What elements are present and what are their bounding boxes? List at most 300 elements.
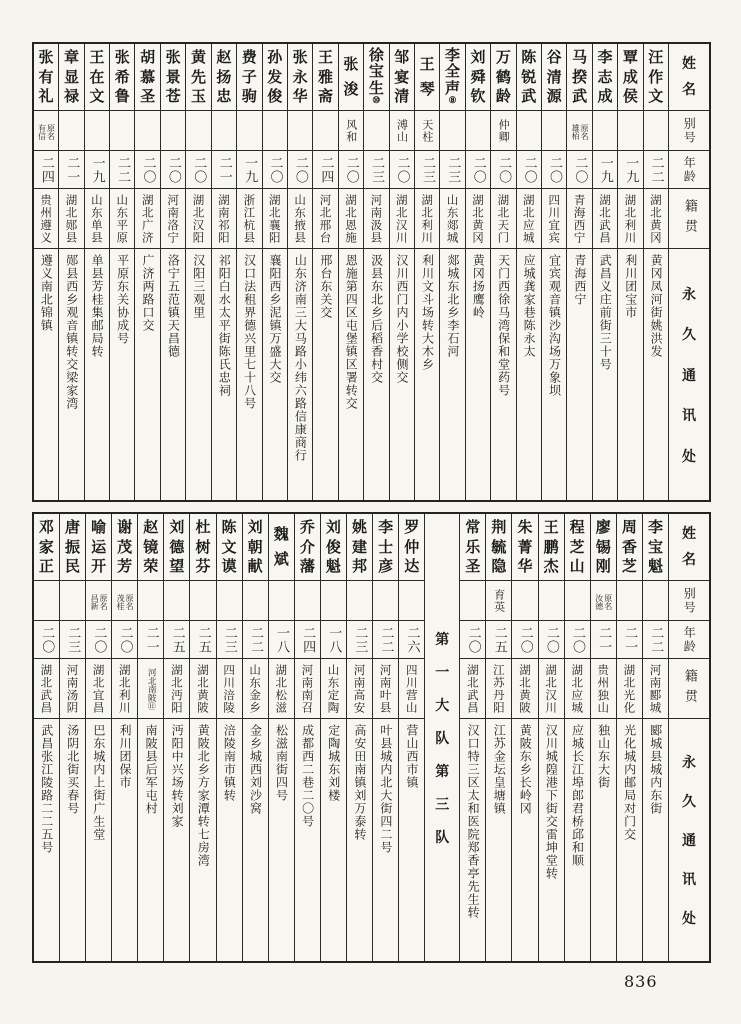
alias-cell: [190, 580, 215, 620]
age-cell: 二〇: [460, 620, 485, 658]
native-place-cell: 河南郾城: [643, 658, 668, 718]
native-place-cell: 湖北松滋: [269, 658, 294, 718]
age-cell: 二〇: [34, 620, 59, 658]
person-column: [111, 514, 137, 961]
alias-cell: 仲卿: [491, 110, 515, 150]
address-cell: 黄陂东乡长岭冈: [512, 718, 537, 961]
name-cell: 陈 文 谟: [221, 518, 237, 575]
person-column: [590, 514, 616, 961]
alias-cell: [593, 110, 617, 150]
person-column: [312, 44, 337, 500]
name-cell: 杜 树 芬: [195, 518, 211, 575]
name-cell: 徐 宝 生 ⑩: [368, 45, 384, 107]
person-column: [59, 514, 85, 961]
address-cell: 祁阳白水太平街陈氏忠祠: [212, 248, 236, 500]
address-cell: 汉阳三观里: [186, 248, 210, 500]
native-place-cell: 四川营山: [399, 658, 424, 718]
alias-cell: [135, 110, 159, 150]
native-place-cell: 湖北郧县: [59, 188, 83, 248]
alias-cell: [237, 110, 261, 150]
address-cell: 光化城内邮局对门交: [617, 718, 642, 961]
person-column: [58, 44, 83, 500]
address-cell: 平原东关协成号: [110, 248, 134, 500]
age-cell: 二二: [643, 620, 668, 658]
native-place-cell: 山东平原: [110, 188, 134, 248]
alias-cell: 原名 汝德: [591, 580, 616, 620]
address-cell: 天门西徐马湾保和堂药号: [491, 248, 515, 500]
name-cell: 胡 慕 圣: [140, 48, 156, 105]
native-place-cell: 青海西宁: [567, 188, 591, 248]
address-cell: 宜宾观音镇沙沟场万象坝: [542, 248, 566, 500]
age-cell: 二〇: [565, 620, 590, 658]
name-cell: 汪 作 文: [648, 48, 664, 105]
person-column: [490, 44, 515, 500]
alias-cell: [517, 110, 541, 150]
address-cell: 利川团保市: [112, 718, 137, 961]
address-cell: 应城龚家巷陈永太: [517, 248, 541, 500]
name-cell: 魏 斌: [273, 524, 289, 569]
address-cell: 汲县东北乡后稻香村交: [364, 248, 388, 500]
age-cell: 二五: [190, 620, 215, 658]
age-cell: 二〇: [542, 150, 566, 188]
person-column: [465, 44, 490, 500]
native-place-cell: 湖北应城: [565, 658, 590, 718]
age-cell: 二五: [486, 620, 511, 658]
person-column: [85, 514, 111, 961]
name-cell: 张 永 华: [292, 48, 308, 105]
native-place-cell: 湖北武昌: [34, 658, 59, 718]
native-place-cell: 河南汲县: [364, 188, 388, 248]
alias-cell: [313, 110, 337, 150]
name-cell: 乔 介 藩: [299, 518, 315, 575]
unit-divider-column: 第 一 大 队 第 三 队: [424, 514, 459, 961]
address-cell: 广济两路口交: [135, 248, 159, 500]
person-column: [262, 44, 287, 500]
person-column: [414, 44, 439, 500]
age-cell: 二〇: [539, 620, 564, 658]
alias-cell: [644, 110, 668, 150]
age-cell: 一八: [321, 620, 346, 658]
person-column: [616, 514, 642, 961]
age-cell: 二三: [364, 150, 388, 188]
address-cell: 汉口法租界德兴里七十八号: [237, 248, 261, 500]
native-place-cell: 湖北恩施: [339, 188, 363, 248]
address-cell: 郯城东北乡李石河: [440, 248, 464, 500]
person-column: [287, 44, 312, 500]
person-column: [485, 514, 511, 961]
name-cell: 张 有 礼: [38, 48, 54, 105]
native-place-cell: 江苏丹阳: [486, 658, 511, 718]
alias-cell: 原名 茂桂: [112, 580, 137, 620]
age-cell: 二二: [373, 620, 398, 658]
address-cell: 山东济南三大马路小纬六路信康商行: [288, 248, 312, 500]
alias-cell: [60, 580, 85, 620]
address-cell: 汉川西门内小学校侧交: [390, 248, 414, 500]
header-address-cell: 永 久 通 讯 处: [669, 718, 709, 961]
alias-cell: [164, 580, 189, 620]
native-place-cell: 湖北黄陂: [512, 658, 537, 718]
alias-cell: [512, 580, 537, 620]
native-place-cell: 四川涪陵: [217, 658, 242, 718]
person-column: [564, 514, 590, 961]
name-cell: 刘 德 望: [169, 518, 185, 575]
address-cell: 沔阳中兴场转刘家: [164, 718, 189, 961]
alias-cell: [618, 110, 642, 150]
person-column: [236, 44, 261, 500]
alias-cell: [85, 110, 109, 150]
person-column: [643, 44, 668, 500]
alias-cell: [440, 110, 464, 150]
header-address-cell: 永 久 通 讯 处: [669, 248, 709, 500]
native-place-cell: 山东定陶: [321, 658, 346, 718]
alias-cell: 天柱: [415, 110, 439, 150]
person-column: [617, 44, 642, 500]
address-cell: 武昌张江陵路二二五号: [34, 718, 59, 961]
age-cell: 一八: [269, 620, 294, 658]
age-cell: 二〇: [186, 150, 210, 188]
name-cell: 周 香 芝: [621, 518, 637, 575]
age-cell: 二四: [295, 620, 320, 658]
native-footnote-marker: ⑪: [147, 701, 157, 710]
header-age-cell: 年龄: [669, 620, 709, 658]
native-place-cell: 湖北武昌: [460, 658, 485, 718]
age-cell: 二一: [212, 150, 236, 188]
name-cell: 马 揆 武: [572, 48, 588, 105]
age-cell: 二〇: [390, 150, 414, 188]
age-cell: 二〇: [512, 620, 537, 658]
name-cell: 谢 茂 芳: [117, 518, 133, 575]
native-place-cell: 河南汤阴: [60, 658, 85, 718]
address-cell: 成都西二巷二〇号: [295, 718, 320, 961]
name-footnote-marker: ⑧: [448, 96, 457, 107]
header-native-place-cell: 籍贯: [669, 188, 709, 248]
name-cell: 李 士 彦: [378, 518, 394, 575]
address-cell: 遵义南北锦镇: [34, 248, 58, 500]
native-place-cell: 四川宜宾: [542, 188, 566, 248]
native-place-cell: 湖北汉川: [390, 188, 414, 248]
person-column: [511, 514, 537, 961]
age-cell: 二三: [440, 150, 464, 188]
name-cell: 覃 成 侯: [622, 48, 638, 105]
alias-cell: [364, 110, 388, 150]
alias-cell: [186, 110, 210, 150]
person-column: [34, 44, 58, 500]
person-column: [109, 44, 134, 500]
header-column: [668, 514, 709, 961]
name-cell: 李 宝 魁: [647, 518, 663, 575]
age-cell: 二〇: [288, 150, 312, 188]
age-cell: 一九: [618, 150, 642, 188]
address-cell: 黄冈扬鹰岭: [466, 248, 490, 500]
age-cell: 二三: [347, 620, 372, 658]
name-cell: 王 在 文: [89, 48, 105, 105]
age-cell: 二三: [217, 620, 242, 658]
person-column: [516, 44, 541, 500]
person-column: [189, 514, 215, 961]
name-cell: 王 琴: [419, 54, 435, 99]
header-column: [668, 44, 709, 500]
age-cell: 二〇: [339, 150, 363, 188]
address-cell: 襄阳西乡泥镇万盛大交: [263, 248, 287, 500]
name-cell: 孙 发 俊: [267, 48, 283, 105]
name-cell: 赵 镜 荣: [143, 518, 159, 575]
address-cell: 松滋南街四号: [269, 718, 294, 961]
name-cell: 李 全 声 ⑧: [445, 45, 461, 107]
native-place-cell: 山东金乡: [243, 658, 268, 718]
age-cell: 二〇: [491, 150, 515, 188]
address-cell: 应城长江埠郎君桥邱和顺: [565, 718, 590, 961]
address-cell: 洛宁五范镇天昌德: [161, 248, 185, 500]
address-cell: 利川团宝市: [618, 248, 642, 500]
native-place-cell: 湖北光化: [617, 658, 642, 718]
native-place-cell: 河北南陂⑪: [138, 658, 163, 718]
age-cell: 二一: [591, 620, 616, 658]
person-column: [538, 514, 564, 961]
age-cell: 二〇: [567, 150, 591, 188]
age-cell: 二四: [34, 150, 58, 188]
person-column: [160, 44, 185, 500]
address-cell: 高安田南镇刘万泰转: [347, 718, 372, 961]
age-cell: 二三: [60, 620, 85, 658]
alias-cell: [565, 580, 590, 620]
alias-cell: [217, 580, 242, 620]
alias-cell: [34, 580, 59, 620]
alias-cell: [542, 110, 566, 150]
person-column: [592, 44, 617, 500]
address-cell: 单县芳桂集邮局转: [85, 248, 109, 500]
person-column: [398, 514, 424, 961]
age-cell: 二一: [617, 620, 642, 658]
age-cell: 二一: [59, 150, 83, 188]
address-cell: 定陶城东刘楼: [321, 718, 346, 961]
native-place-cell: 浙江杭县: [237, 188, 261, 248]
name-cell: 朱 菁 华: [517, 518, 533, 575]
address-cell: 营山西市镇: [399, 718, 424, 961]
name-cell: 张 景 苍: [165, 48, 181, 105]
native-place-cell: 山东掖县: [288, 188, 312, 248]
alias-cell: [321, 580, 346, 620]
address-cell: 汉口特三区太和医院郑香亭先生转: [460, 718, 485, 961]
alias-cell: [347, 580, 372, 620]
name-cell: 刘 俊 魁: [325, 518, 341, 575]
name-cell: 常 乐 圣: [465, 518, 481, 575]
roster-table-top: [32, 42, 711, 502]
address-cell: 黄陂北乡方家潭转七房湾: [190, 718, 215, 961]
page-number: 836: [624, 972, 658, 991]
person-column: [642, 514, 668, 961]
native-place-cell: 河南高安: [347, 658, 372, 718]
alias-cell: 原名 有信: [34, 110, 58, 150]
name-footnote-marker: ⑩: [372, 96, 381, 107]
person-column: [216, 514, 242, 961]
person-column: [363, 44, 388, 500]
native-place-cell: 湖北黄陂: [190, 658, 215, 718]
native-place-cell: 湖北襄阳: [263, 188, 287, 248]
person-column: [185, 44, 210, 500]
age-cell: 二〇: [112, 620, 137, 658]
name-cell: 陈 锐 武: [521, 48, 537, 105]
name-cell: 唐 振 民: [64, 518, 80, 575]
name-cell: 刘 朝 献: [247, 518, 263, 575]
address-cell: 青海西宁: [567, 248, 591, 500]
native-place-cell: 河北邢台: [313, 188, 337, 248]
person-column: [389, 44, 414, 500]
name-cell: 罗 仲 达: [404, 518, 420, 575]
person-column: [338, 44, 363, 500]
native-place-cell: 湖北沔阳: [164, 658, 189, 718]
address-cell: 南陂县后军屯村: [138, 718, 163, 961]
name-cell: 谷 清 源: [546, 48, 562, 105]
name-cell: 张 浚: [343, 54, 359, 99]
age-cell: 一九: [85, 150, 109, 188]
native-place-cell: 湖北天门: [491, 188, 515, 248]
name-cell: 荆 毓 隐: [491, 518, 507, 575]
address-cell: 黄冈凤河街姚洪发: [644, 248, 668, 500]
person-column: [242, 514, 268, 961]
person-column: [372, 514, 398, 961]
person-column: [137, 514, 163, 961]
name-cell: 邹 宴 清: [394, 48, 410, 105]
native-place-cell: 湖北武昌: [593, 188, 617, 248]
age-cell: 二〇: [263, 150, 287, 188]
age-cell: 二〇: [135, 150, 159, 188]
alias-cell: [161, 110, 185, 150]
name-cell: 程 芝 山: [569, 518, 585, 575]
alias-cell: [243, 580, 268, 620]
alias-cell: [212, 110, 236, 150]
address-cell: 巴东城内上街广生堂: [86, 718, 111, 961]
name-cell: 王 雅 斋: [318, 48, 334, 105]
alias-cell: [643, 580, 668, 620]
age-cell: 二〇: [86, 620, 111, 658]
native-place-cell: 湖北广济: [135, 188, 159, 248]
age-cell: 二〇: [161, 150, 185, 188]
alias-cell: [373, 580, 398, 620]
person-column: [134, 44, 159, 500]
native-place-cell: 湖北应城: [517, 188, 541, 248]
person-column: [84, 44, 109, 500]
address-cell: 独山东大街: [591, 718, 616, 961]
native-place-cell: 湖北利川: [112, 658, 137, 718]
address-cell: 利川文斗场转大木乡: [415, 248, 439, 500]
native-place-cell: 贵州遵义: [34, 188, 58, 248]
alias-cell: 育英: [486, 580, 511, 620]
native-place-cell: 湖北宜昌: [86, 658, 111, 718]
age-cell: 一九: [593, 150, 617, 188]
roster-table-bottom: [32, 512, 711, 963]
native-place-cell: 湖北利川: [415, 188, 439, 248]
name-cell: 姚 建 邦: [352, 518, 368, 575]
person-column: [294, 514, 320, 961]
age-cell: 一九: [237, 150, 261, 188]
native-place-cell: 湖北汉阳: [186, 188, 210, 248]
address-cell: 涪陵南市镇转: [217, 718, 242, 961]
name-cell: 赵 扬 忠: [216, 48, 232, 105]
alias-cell: 风和: [339, 110, 363, 150]
alias-cell: [269, 580, 294, 620]
alias-cell: [617, 580, 642, 620]
name-cell: 黄 先 玉: [190, 48, 206, 105]
native-place-cell: 河南叶县: [373, 658, 398, 718]
name-cell: 王 鹏 杰: [543, 518, 559, 575]
name-cell: 李 志 成: [597, 48, 613, 105]
name-cell: 廖 锡 刚: [595, 518, 611, 575]
alias-cell: [138, 580, 163, 620]
person-column: [346, 514, 372, 961]
age-cell: 二二: [644, 150, 668, 188]
native-place-cell: 山东郯城: [440, 188, 464, 248]
age-cell: 二一: [138, 620, 163, 658]
alias-cell: [288, 110, 312, 150]
age-cell: 二六: [399, 620, 424, 658]
native-place-cell: 河南洛宁: [161, 188, 185, 248]
alias-cell: [59, 110, 83, 150]
person-column: [211, 44, 236, 500]
header-native-place-cell: 籍贯: [669, 658, 709, 718]
header-age-cell: 年龄: [669, 150, 709, 188]
header-alias-cell: 别号: [669, 110, 709, 150]
alias-cell: [399, 580, 424, 620]
person-column: [320, 514, 346, 961]
name-cell: 章 显 禄: [63, 48, 79, 105]
native-place-cell: 山东单县: [85, 188, 109, 248]
native-place-cell: 河南南召: [295, 658, 320, 718]
native-place-cell: 湖北利川: [618, 188, 642, 248]
header-name-cell: 姓 名: [682, 56, 696, 98]
address-cell: 江苏金坛皇塘镇: [486, 718, 511, 961]
address-cell: 恩施第四区屯堡镇区署转交: [339, 248, 363, 500]
address-cell: 郧县西乡观音镇转交梁家湾: [59, 248, 83, 500]
person-column: [34, 514, 59, 961]
age-cell: 二〇: [517, 150, 541, 188]
alias-cell: [460, 580, 485, 620]
alias-cell: 溥山: [390, 110, 414, 150]
age-cell: 二五: [164, 620, 189, 658]
alias-cell: [466, 110, 490, 150]
age-cell: 二二: [110, 150, 134, 188]
address-cell: 邢台东关交: [313, 248, 337, 500]
header-name-cell: 姓 名: [682, 526, 696, 568]
alias-cell: [539, 580, 564, 620]
native-place-cell: 湖北汉川: [539, 658, 564, 718]
alias-cell: 原名 雄栢: [567, 110, 591, 150]
address-cell: 金乡城西刘沙窝: [243, 718, 268, 961]
age-cell: 二四: [313, 150, 337, 188]
age-cell: 二三: [415, 150, 439, 188]
address-cell: 郾城县城内东街: [643, 718, 668, 961]
native-place-cell: 湖北黄冈: [466, 188, 490, 248]
person-column: [459, 514, 485, 961]
address-cell: 汤阴北街买春号: [60, 718, 85, 961]
header-alias-cell: 别号: [669, 580, 709, 620]
name-cell: 张 希 鲁: [114, 48, 130, 105]
name-cell: 万 鹤 龄: [495, 48, 511, 105]
name-cell: 费 子 驹: [241, 48, 257, 105]
person-column: [566, 44, 591, 500]
native-place-cell: 贵州独山: [591, 658, 616, 718]
name-cell: 喻 运 开: [91, 518, 107, 575]
address-cell: 汉川城隍港下街交雷坤堂转: [539, 718, 564, 961]
native-place-cell: 湖北黄冈: [644, 188, 668, 248]
age-cell: 二二: [243, 620, 268, 658]
alias-cell: 原名 昌新: [86, 580, 111, 620]
name-cell: 刘 舜 钦: [470, 48, 486, 105]
name-cell: 邓 家 正: [38, 518, 54, 575]
alias-cell: [110, 110, 134, 150]
person-column: [163, 514, 189, 961]
alias-cell: [295, 580, 320, 620]
person-column: [268, 514, 294, 961]
